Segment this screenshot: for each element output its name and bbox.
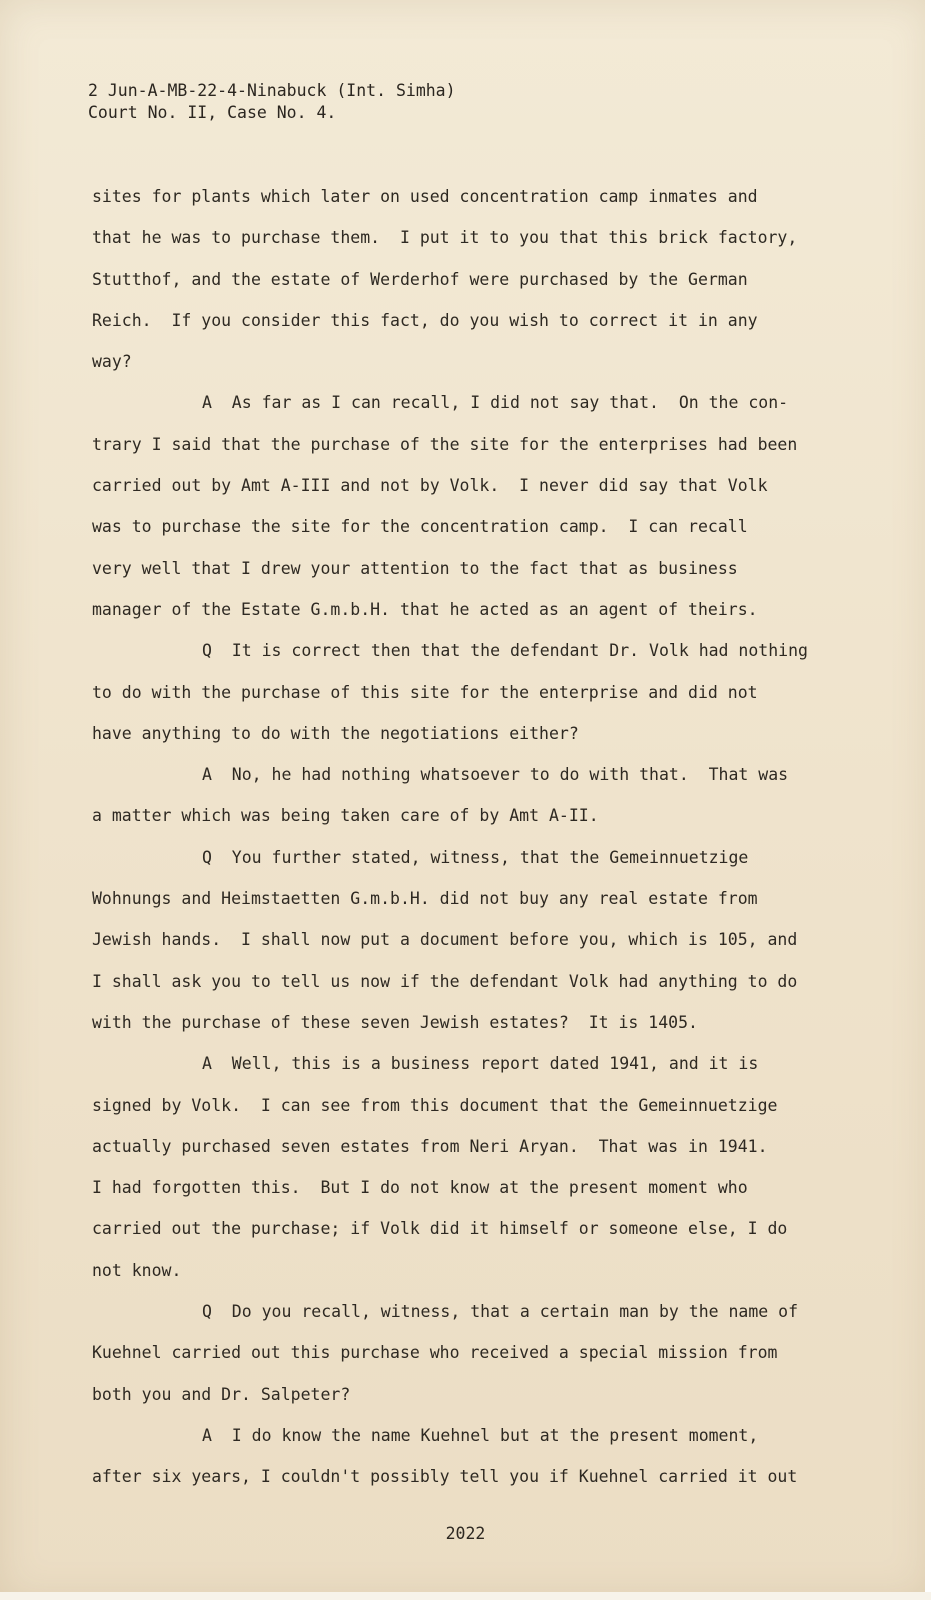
header-line-2: Court No. II, Case No. 4. bbox=[88, 103, 337, 122]
transcript-line: was to purchase the site for the concentration camp. I can recall bbox=[92, 517, 748, 537]
transcript-line: to do with the purchase of this site for the enterprise and did not bbox=[92, 682, 758, 702]
transcript-line: manager of the Estate G.m.b.H. that he acted as an agent of theirs. bbox=[92, 599, 758, 619]
transcript-line: with the purchase of these seven Jewish estates? It is 1405. bbox=[92, 1012, 698, 1032]
transcript-line: that he was to purchase them. I put it to you that this brick factory, bbox=[92, 228, 798, 248]
transcript-line: Kuehnel carried out this purchase who received a special mission from bbox=[92, 1343, 778, 1363]
transcript-line: Q You further stated, witness, that the Gemeinnuetzige bbox=[202, 847, 749, 867]
document-header bbox=[88, 80, 456, 124]
transcript-line: Reich. If you consider this fact, do you wish to correct it in any bbox=[92, 310, 758, 330]
page-number: 2022 bbox=[445, 1524, 486, 1543]
page-edge-bottom bbox=[0, 1592, 931, 1600]
transcript-line: way? bbox=[92, 352, 132, 372]
transcript-line: trary I said that the purchase of the site for the enterprises had been bbox=[92, 434, 798, 454]
transcript-body bbox=[92, 176, 852, 1498]
transcript-line: Q Do you recall, witness, that a certain man by the name of bbox=[202, 1302, 799, 1322]
transcript-line: carried out by Amt A-III and not by Volk. I never did say that Volk bbox=[92, 476, 768, 496]
transcript-line: Jewish hands. I shall now put a document before you, which is 105, and bbox=[92, 930, 798, 950]
transcript-line: A I do know the name Kuehnel but at the present moment, bbox=[202, 1425, 759, 1445]
transcript-line: Stutthof, and the estate of Werderhof were purchased by the German bbox=[92, 269, 748, 289]
transcript-line: A No, he had nothing whatsoever to do with that. That was bbox=[202, 765, 789, 785]
transcript-line: Wohnungs and Heimstaetten G.m.b.H. did not buy any real estate from bbox=[92, 889, 758, 909]
transcript-line: A Well, this is a business report dated 1941, and it is bbox=[202, 1054, 759, 1074]
transcript-line: I had forgotten this. But I do not know at the present moment who bbox=[92, 1178, 748, 1198]
transcript-line: sites for plants which later on used concentration camp inmates and bbox=[92, 187, 758, 206]
transcript-line: signed by Volk. I can see from this document that the Gemeinnuetzige bbox=[92, 1095, 778, 1115]
page-edge-right bbox=[925, 0, 931, 1600]
header-line-1: 2 Jun-A-MB-22-4-Ninabuck (Int. Simha) bbox=[88, 81, 456, 100]
transcript-line: A As far as I can recall, I did not say that. On the con- bbox=[202, 393, 789, 413]
transcript-line: have anything to do with the negotiations either? bbox=[92, 723, 579, 743]
transcript-line: actually purchased seven estates from Neri Aryan. That was in 1941. bbox=[92, 1136, 768, 1156]
transcript-line: a matter which was being taken care of by Amt A-II. bbox=[92, 806, 599, 826]
transcript-line: after six years, I couldn't possibly tell you if Kuehnel carried it out bbox=[92, 1467, 798, 1487]
transcript-line: both you and Dr. Salpeter? bbox=[92, 1384, 351, 1404]
transcript-line: I shall ask you to tell us now if the defendant Volk had anything to do bbox=[92, 971, 798, 991]
transcript-line: not know. bbox=[92, 1260, 182, 1280]
transcript-line: very well that I drew your attention to the fact that as business bbox=[92, 558, 738, 578]
transcript-line: carried out the purchase; if Volk did it himself or someone else, I do bbox=[92, 1219, 788, 1239]
transcript-line: Q It is correct then that the defendant Dr. Volk had nothing bbox=[202, 641, 808, 661]
